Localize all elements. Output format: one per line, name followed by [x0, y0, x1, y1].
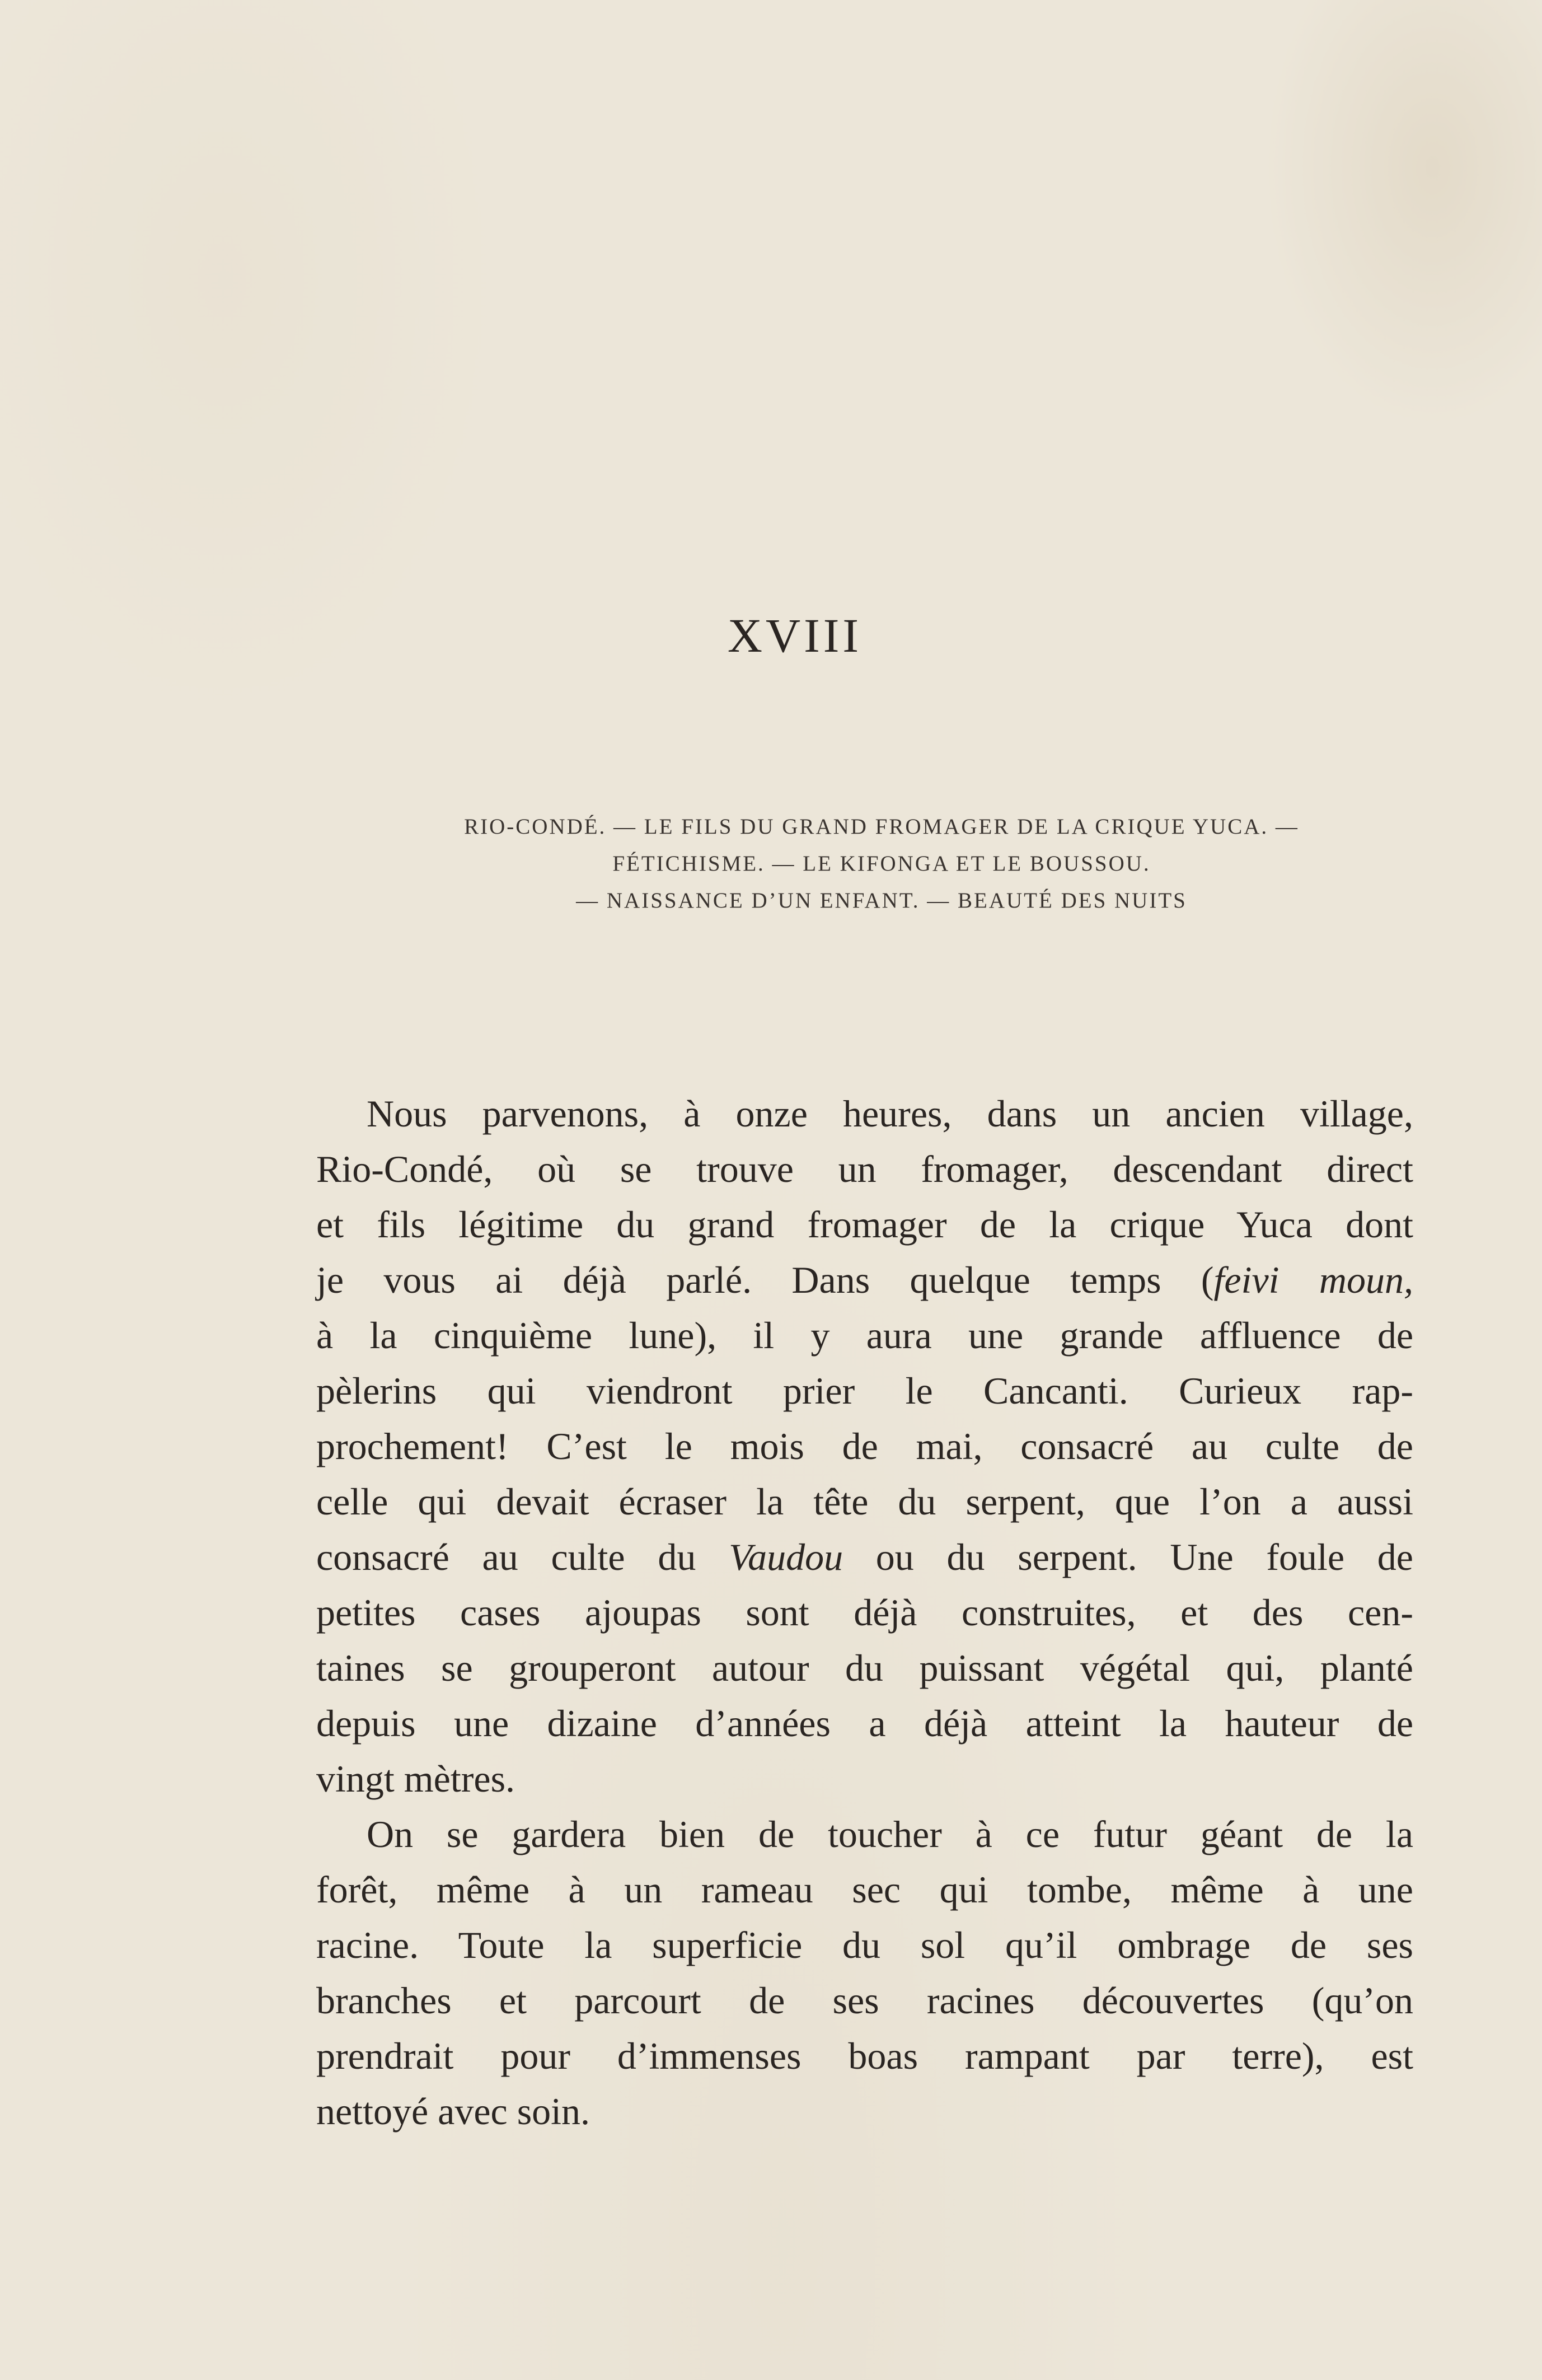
text-segment: je vous ai déjà parlé. Dans quelque temps ( [316, 1259, 1214, 1301]
text-line: Rio-Condé, où se trouve un fromager, descendant direct [316, 1148, 1413, 1190]
italic-term: Vaudou [729, 1536, 843, 1578]
text-line: pèlerins qui viendront prier le Cancanti. Curieux rap- [316, 1369, 1413, 1412]
text-line [316, 1530, 1413, 1585]
text-line: vingt mètres. [316, 1757, 515, 1800]
text-line: prendrait pour d’immenses boas rampant par terre), est [316, 2035, 1413, 2077]
summary-line: RIO-CONDÉ. — LE FILS DU GRAND FROMAGER DE LA CRIQUE YUCA. — [464, 815, 1299, 839]
body-text [316, 1086, 1413, 2139]
summary-line: FÉTICHISME. — LE KIFONGA ET LE BOUSSOU. [612, 852, 1151, 876]
text-line: taines se grouperont autour du puissant végétal qui, planté [316, 1647, 1413, 1689]
text-line: depuis une dizaine d’années a déjà atteint la hauteur de [316, 1702, 1413, 1745]
paragraph-1 [316, 1086, 1413, 1807]
paragraph-2 [316, 1807, 1413, 2139]
text-segment: ou du serpent. Une foule de [843, 1536, 1413, 1578]
text-line: On se gardera bien de toucher à ce futur géant de la [367, 1813, 1413, 1855]
text-line: forêt, même à un rameau sec qui tombe, même à une [316, 1868, 1413, 1911]
italic-term: feivi moun, [1213, 1259, 1413, 1301]
chapter-number: XVIII [727, 609, 863, 662]
text-line: Nous parvenons, à onze heures, dans un ancien village, [367, 1092, 1413, 1135]
text-line [316, 1252, 1413, 1308]
text-line: nettoyé avec soin. [316, 2090, 590, 2133]
text-line: petites cases ajoupas sont déjà construites, et des cen- [316, 1591, 1413, 1634]
summary-line: — NAISSANCE D’UN ENFANT. — BEAUTÉ DES NUITS [576, 889, 1187, 913]
text-line: racine. Toute la superficie du sol qu’il ombrage de ses [316, 1924, 1413, 1966]
chapter-summary [336, 815, 1427, 925]
text-line: celle qui devait écraser la tête du serpent, que l’on a aussi [316, 1480, 1413, 1523]
text-line: à la cinquième lune), il y aura une grande affluence de [316, 1314, 1413, 1357]
text-line: branches et parcourt de ses racines découvertes (qu’on [316, 1979, 1413, 2022]
text-line: prochement! C’est le mois de mai, consacré au culte de [316, 1425, 1413, 1467]
text-segment: consacré au culte du [316, 1536, 729, 1578]
text-line: et fils légitime du grand fromager de la crique Yuca dont [316, 1203, 1413, 1246]
